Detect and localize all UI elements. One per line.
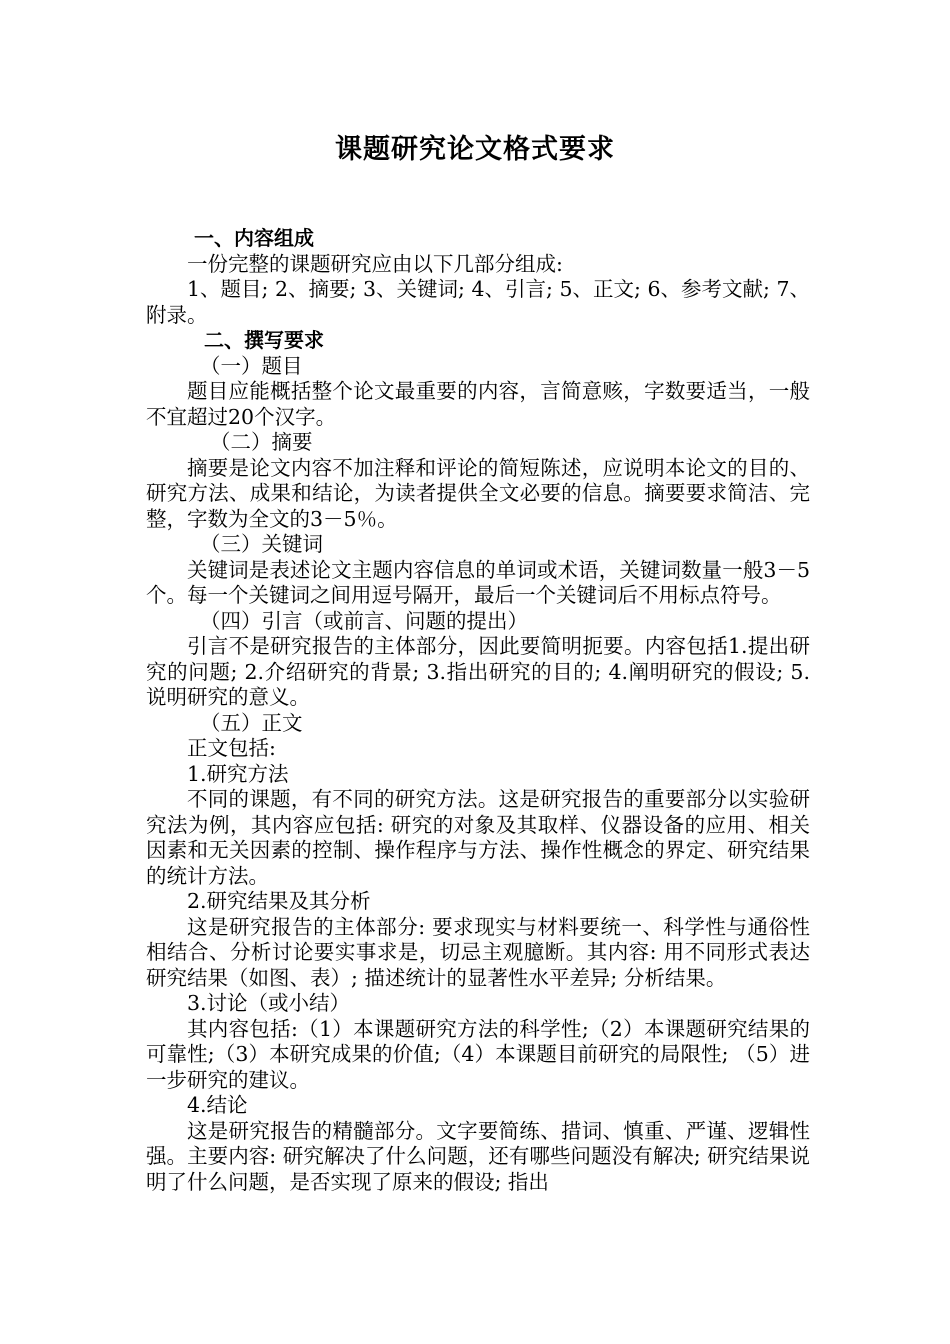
paragraph-composition-intro: 一份完整的课题研究应由以下几部分组成: — [187, 251, 563, 276]
page-title: 课题研究论文格式要求 — [335, 134, 615, 165]
subheading-conclusion: 4.结论 — [187, 1093, 248, 1117]
paragraph-methods: 不同的课题，有不同的研究方法。这是研究报告的重要部分以实验研究法为例，其内容应包括: 研究的对象及其取样、仪器设备的应用、相关因素和无关因素的控制、操作程序与方法、操作性概念的界定、研究结果的统计方法。 — [146, 787, 810, 888]
paragraph-results: 这是研究报告的主体部分: 要求现实与材料要统一、科学性与通俗性相结合、分析讨论要实事求是，切忌主观臆断。其内容: 用不同形式表达研究结果（如图、表）; 描述统计的显著性水平差异; 分析结果。 — [146, 914, 810, 990]
paragraph-composition-list: 1、题目; 2、摘要; 3、关键词; 4、引言; 5、正文; 6、参考文献; 7、附录。 — [146, 277, 810, 327]
paragraph-title: 题目应能概括整个论文最重要的内容，言简意赅，字数要适当，一般不宜超过20个汉字。 — [146, 379, 810, 429]
document-body — [146, 226, 810, 1195]
paragraph-abstract: 摘要是论文内容不加注释和评论的简短陈述，应说明本论文的目的、研究方法、成果和结论，为读者提供全文必要的信息。摘要要求简洁、完整，字数为全文的3－5％。 — [146, 455, 810, 531]
paragraph-conclusion: 这是研究报告的精髓部分。文字要简练、措词、慎重、严谨、逻辑性强。主要内容: 研究解决了什么问题，还有哪些问题没有解决; 研究结果说明了什么问题，是否实现了原来的假设; 指出 — [146, 1118, 810, 1194]
subheading-title: （一）题目 — [200, 353, 303, 378]
section-heading-composition: 一、内容组成 — [194, 226, 314, 250]
section-heading-requirements: 二、撰写要求 — [204, 328, 324, 352]
paragraph-introduction: 引言不是研究报告的主体部分，因此要简明扼要。内容包括1.提出研究的问题; 2.介绍研究的背景; 3.指出研究的目的; 4.阐明研究的假设; 5.说明研究的意义。 — [146, 634, 810, 709]
paragraph-discussion: 其内容包括:（1）本课题研究方法的科学性;（2）本课题研究结果的可靠性;（3）本研究成果的价值;（4）本课题目前研究的局限性; （5）进一步研究的建议。 — [146, 1016, 810, 1092]
subheading-introduction: （四）引言（或前言、问题的提出） — [200, 608, 528, 633]
subheading-results: 2.研究结果及其分析 — [187, 889, 371, 913]
paragraph-main-text: 正文包括: — [187, 736, 276, 760]
subheading-discussion: 3.讨论（或小结） — [187, 991, 351, 1015]
subheading-main-text: （五）正文 — [200, 710, 303, 735]
subheading-abstract: （二）摘要 — [210, 430, 313, 454]
subheading-methods: 1.研究方法 — [187, 761, 289, 786]
subheading-keywords: （三）关键词 — [200, 532, 323, 556]
paragraph-keywords: 关键词是表述论文主题内容信息的单词或术语，关键词数量一般3－5个。每一个关键词之间用逗号隔开，最后一个关键词后不用标点符号。 — [146, 557, 810, 607]
